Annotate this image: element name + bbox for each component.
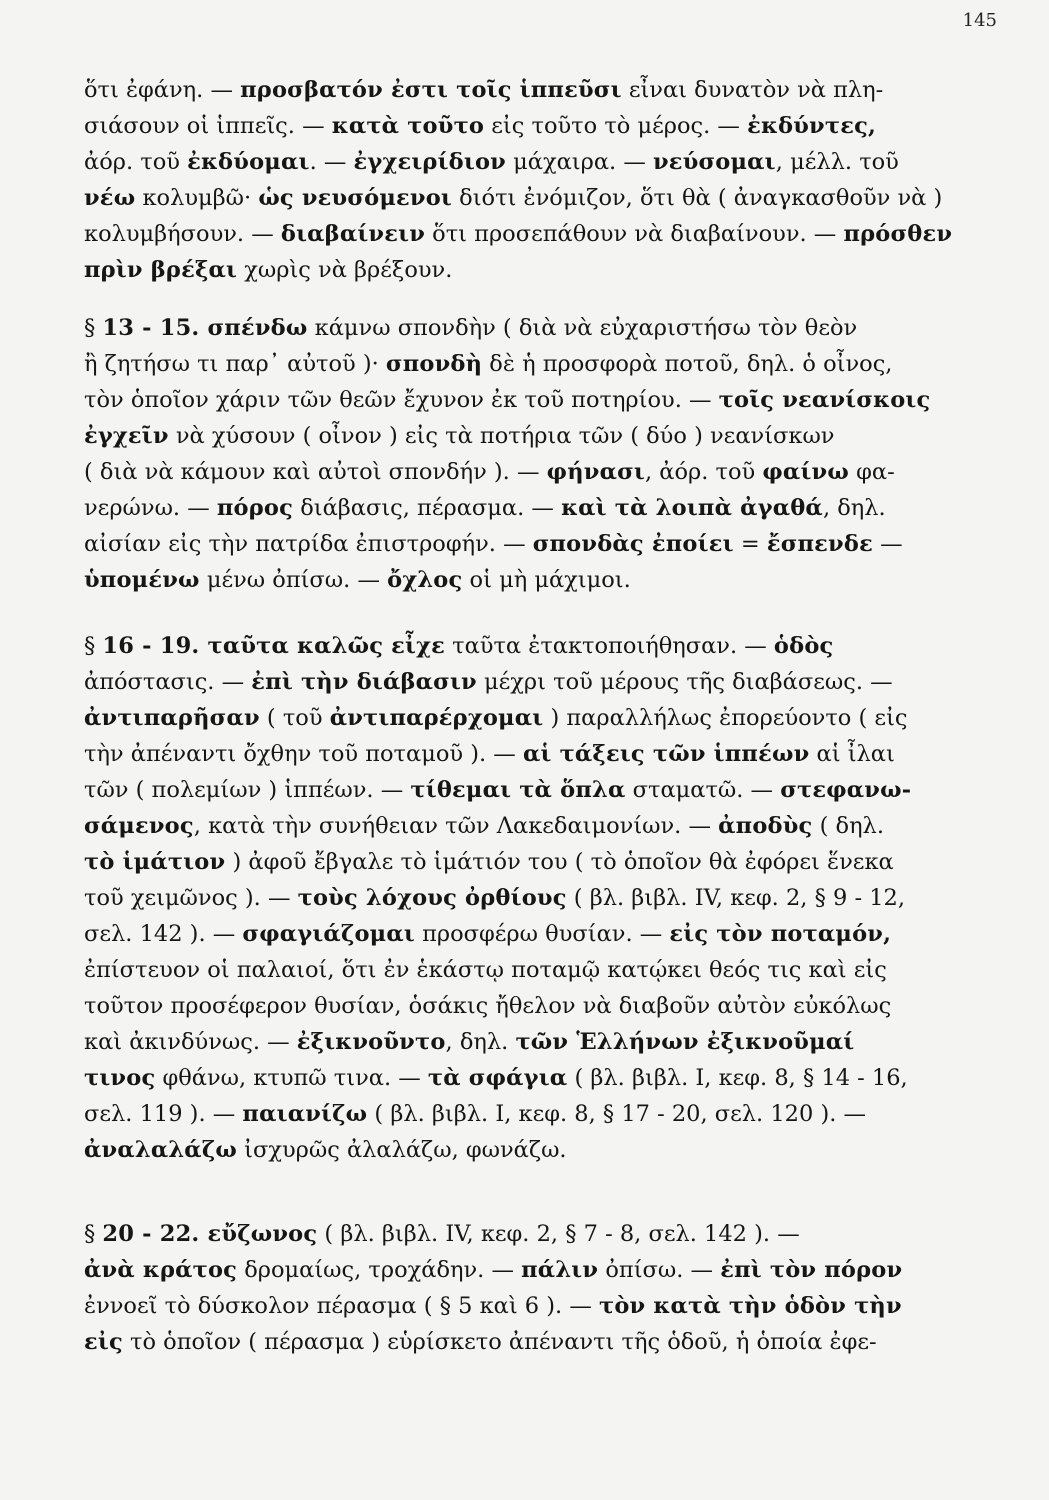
text-run: τοῦ χειμῶνος ). — bbox=[84, 885, 298, 911]
text-line bbox=[84, 418, 964, 454]
text-run: σταματῶ. — bbox=[625, 777, 781, 803]
text-run: ( διὰ νὰ κάμουν καὶ αὐτοὶ σπονδήν ). — bbox=[84, 459, 547, 485]
text-run: χωρὶς νὰ βρέξουν. bbox=[237, 257, 453, 283]
paragraph bbox=[84, 72, 964, 288]
text-run: σιάσουν οἱ ἱππεῖς. — bbox=[84, 113, 332, 139]
text-line bbox=[84, 808, 964, 844]
bold-term: ἔσπενδε bbox=[766, 531, 873, 557]
bold-term: σάμενος bbox=[84, 813, 194, 839]
text-line bbox=[84, 1216, 964, 1252]
bold-term: πόρος bbox=[216, 495, 294, 521]
text-run: , ἀόρ. τοῦ bbox=[644, 459, 763, 485]
text-run: ἰσχυρῶς ἀλαλάζω, φωνάζω. bbox=[236, 1137, 567, 1163]
text-line bbox=[84, 1324, 964, 1360]
text-run: ( βλ. βιβλ. I, κεφ. 8, § 14 - 16, bbox=[567, 1065, 908, 1091]
bold-term: στεφανω- bbox=[780, 777, 912, 803]
text-run: — bbox=[872, 531, 903, 557]
text-line bbox=[84, 490, 964, 526]
text-line bbox=[84, 252, 964, 288]
text-run: , δηλ. bbox=[445, 1029, 516, 1055]
bold-term: πάλιν bbox=[521, 1257, 599, 1283]
text-run: ἐννοεῖ τὸ δύσκολον πέρασμα ( § 5 καὶ 6 ). — bbox=[84, 1293, 600, 1319]
text-run: ταῦτα ἐτακτοποιήθησαν. — bbox=[445, 633, 774, 659]
text-run: ἢ ζητήσω τι παρ᾽ αὐτοῦ )· bbox=[84, 351, 386, 377]
text-line bbox=[84, 628, 964, 664]
text-run: εἶναι δυνατὸν νὰ πλη- bbox=[621, 77, 884, 103]
text-line bbox=[84, 526, 964, 562]
text-run: ἐπίστευον οἱ παλαιοί, ὅτι ἐν ἑκάστῳ ποταμῷ κατῴκει θεός τις καὶ εἰς bbox=[84, 957, 887, 983]
text-run: , μέλλ. τοῦ bbox=[775, 149, 899, 175]
page-number: 145 bbox=[962, 10, 997, 31]
page-body bbox=[84, 72, 964, 1360]
text-run: ( τοῦ bbox=[259, 705, 330, 731]
text-run: ) ἀφοῦ ἔβγαλε τὸ ἱμάτιόν του ( τὸ ὁποῖον θὰ ἐφόρει ἕνεκα bbox=[225, 849, 894, 875]
bold-term: ἀντιπαρῆσαν bbox=[84, 705, 260, 731]
text-line bbox=[84, 700, 964, 736]
bold-term: τὰ σφάγια bbox=[427, 1065, 568, 1091]
text-line bbox=[84, 1060, 964, 1096]
bold-term: νεύσομαι bbox=[653, 149, 776, 175]
text-run: τοῦτον προσέφερον θυσίαν, ὁσάκις ἤθελον νὰ διαβοῦν αὐτὸν εὐκόλως bbox=[84, 993, 892, 1019]
text-line bbox=[84, 664, 964, 700]
text-line bbox=[84, 1132, 964, 1168]
bold-term: κατὰ τοῦτο bbox=[331, 113, 485, 139]
text-run: τὸ ὁποῖον ( πέρασμα ) εὑρίσκετο ἀπέναντι τῆς ὁδοῦ, ἡ ὁποία ἐφε- bbox=[122, 1329, 877, 1355]
bold-term: ἀποδὺς bbox=[718, 813, 813, 839]
text-line bbox=[84, 952, 964, 988]
text-run: = bbox=[733, 531, 767, 557]
text-run: ἀπόστασις. — bbox=[84, 669, 252, 695]
bold-term: τινος bbox=[84, 1065, 156, 1091]
paragraph bbox=[84, 1216, 964, 1360]
text-run: κάμνω σπονδὴν ( διὰ νὰ εὐχαριστήσω τὸν θεὸν bbox=[307, 315, 858, 341]
bold-term: προσβατόν ἐστι τοῖς ἱππεῦσι bbox=[240, 77, 622, 103]
bold-term: ὡς νευσόμενοι bbox=[258, 185, 453, 211]
text-run: προσφέρω θυσίαν. — bbox=[414, 921, 670, 947]
bold-term: νέω bbox=[84, 185, 136, 211]
text-line bbox=[84, 144, 964, 180]
text-run: ) παραλλήλως ἐπορεύοντο ( εἰς bbox=[543, 705, 908, 731]
text-run: μάχαιρα. — bbox=[506, 149, 653, 175]
paragraph-gap bbox=[84, 598, 964, 628]
text-run: φθάνω, κτυπῶ τινα. — bbox=[155, 1065, 428, 1091]
text-run: σελ. 142 ). — bbox=[84, 921, 243, 947]
bold-term: τοὺς λόχους ὀρθίους bbox=[297, 885, 567, 911]
text-line bbox=[84, 736, 964, 772]
paragraph bbox=[84, 310, 964, 598]
text-run: . — bbox=[309, 149, 354, 175]
text-run: αἱ ἶλαι bbox=[809, 741, 895, 767]
text-run: κολυμβῶ· bbox=[135, 185, 259, 211]
paragraph-gap bbox=[84, 1168, 964, 1216]
bold-term: τῶν Ἑλλήνων ἐξικνοῦμαί bbox=[515, 1029, 855, 1055]
bold-term: 13 - 15. σπένδω bbox=[102, 315, 308, 341]
text-run: οἱ μὴ μάχιμοι. bbox=[462, 567, 631, 593]
bold-term: τὸ ἱμάτιον bbox=[84, 849, 226, 875]
bold-term: ὑπομένω bbox=[84, 567, 200, 593]
text-run: καὶ ἀκινδύνως. — bbox=[84, 1029, 297, 1055]
bold-term: ὁδὸς bbox=[773, 633, 834, 659]
bold-term: ἐκδύντες, bbox=[747, 113, 877, 139]
text-line bbox=[84, 310, 964, 346]
bold-term: τὸν κατὰ τὴν ὁδὸν τὴν bbox=[599, 1293, 902, 1319]
text-run: κολυμβήσουν. — bbox=[84, 221, 281, 247]
text-run: ( δηλ. bbox=[812, 813, 884, 839]
text-line bbox=[84, 1252, 964, 1288]
text-run: ὅτι προσεπάθουν νὰ διαβαίνουν. — bbox=[425, 221, 844, 247]
text-line bbox=[84, 346, 964, 382]
text-line bbox=[84, 772, 964, 808]
text-run: ( βλ. βιβλ. I, κεφ. 8, § 17 - 20, σελ. 120 ). — bbox=[367, 1101, 867, 1127]
bold-term: εἰς bbox=[84, 1329, 123, 1355]
text-run: μένω ὀπίσω. — bbox=[199, 567, 388, 593]
text-run: τὸν ὁποῖον χάριν τῶν θεῶν ἔχυνον ἐκ τοῦ ποτηρίου. — bbox=[84, 387, 719, 413]
bold-term: ὄχλος bbox=[387, 567, 463, 593]
text-run: ἀόρ. τοῦ bbox=[84, 149, 188, 175]
text-line bbox=[84, 108, 964, 144]
text-run: δρομαίως, τροχάδην. — bbox=[237, 1257, 522, 1283]
text-run: δὲ ἡ προσφορὰ ποτοῦ, δηλ. ὁ οἶνος, bbox=[482, 351, 893, 377]
bold-term: εἰς τὸν ποταμόν, bbox=[669, 921, 892, 947]
bold-term: ἐγχειρίδιον bbox=[353, 149, 506, 175]
text-run: διάβασις, πέρασμα. — bbox=[293, 495, 562, 521]
bold-term: τίθεμαι τὰ ὅπλα bbox=[410, 777, 626, 803]
bold-term: πρὶν βρέξαι bbox=[84, 257, 238, 283]
bold-term: σπονδὴ bbox=[385, 351, 483, 377]
bold-term: ἐγχεῖν bbox=[84, 423, 169, 449]
bold-term: 20 - 22. εὔζωνος bbox=[102, 1221, 318, 1247]
text-run: § bbox=[84, 633, 103, 659]
text-run: ( βλ. βιβλ. IV, κεφ. 2, § 9 - 12, bbox=[566, 885, 906, 911]
bold-term: φαίνω bbox=[762, 459, 849, 485]
text-run: φα- bbox=[848, 459, 895, 485]
bold-term: φήνασι bbox=[546, 459, 645, 485]
bold-term: ἐκδύομαι bbox=[187, 149, 310, 175]
text-line bbox=[84, 1024, 964, 1060]
text-run: τὴν ἀπέναντι ὄχθην τοῦ ποταμοῦ ). — bbox=[84, 741, 523, 767]
text-run: ( βλ. βιβλ. IV, κεφ. 2, § 7 - 8, σελ. 142 ). — bbox=[317, 1221, 800, 1247]
text-run: τῶν ( πολεμίων ) ἱππέων. — bbox=[84, 777, 411, 803]
text-run: σελ. 119 ). — bbox=[84, 1101, 243, 1127]
bold-term: καὶ τὰ λοιπὰ ἀγαθά bbox=[561, 495, 823, 521]
bold-term: παιανίζω bbox=[242, 1101, 368, 1127]
text-line bbox=[84, 216, 964, 252]
text-line bbox=[84, 454, 964, 490]
bold-term: αἱ τάξεις τῶν ἱππέων bbox=[522, 741, 810, 767]
text-run: § bbox=[84, 1221, 103, 1247]
text-run: αἰσίαν εἰς τὴν πατρίδα ἐπιστροφήν. — bbox=[84, 531, 533, 557]
bold-term: διαβαίνειν bbox=[280, 221, 426, 247]
text-line bbox=[84, 1096, 964, 1132]
text-run: ὅτι ἐφάνη. — bbox=[84, 77, 241, 103]
text-line bbox=[84, 562, 964, 598]
bold-term: ἐξικνοῦντο bbox=[296, 1029, 446, 1055]
bold-term: ἐπὶ τὸν πόρον bbox=[720, 1257, 903, 1283]
text-line bbox=[84, 880, 964, 916]
paragraph-gap bbox=[84, 288, 964, 310]
text-run: διότι ἐνόμιζον, ὅτι θὰ ( ἀναγκασθοῦν νὰ ) bbox=[452, 185, 943, 211]
bold-term: ἐπὶ τὴν διάβασιν bbox=[251, 669, 477, 695]
bold-term: τοῖς νεανίσκοις bbox=[718, 387, 931, 413]
text-line bbox=[84, 72, 964, 108]
bold-term: ἀναλαλάζω bbox=[84, 1137, 237, 1163]
text-run: εἰς τοῦτο τὸ μέρος. — bbox=[484, 113, 748, 139]
bold-term: ἀντιπαρέρχομαι bbox=[329, 705, 544, 731]
text-run: μέχρι τοῦ μέρους τῆς διαβάσεως. — bbox=[476, 669, 893, 695]
bold-term: 16 - 19. ταῦτα καλῶς εἶχε bbox=[102, 633, 446, 659]
paragraph bbox=[84, 628, 964, 1168]
text-line bbox=[84, 180, 964, 216]
bold-term: σφαγιάζομαι bbox=[242, 921, 415, 947]
text-run: ὀπίσω. — bbox=[598, 1257, 721, 1283]
text-line bbox=[84, 1288, 964, 1324]
text-line bbox=[84, 916, 964, 952]
text-line bbox=[84, 988, 964, 1024]
bold-term: ἀνὰ κράτος bbox=[84, 1257, 238, 1283]
text-run: , κατὰ τὴν συνήθειαν τῶν Λακεδαιμονίων. — bbox=[193, 813, 719, 839]
text-line bbox=[84, 844, 964, 880]
bold-term: πρόσθεν bbox=[843, 221, 953, 247]
text-run: , δηλ. bbox=[822, 495, 886, 521]
text-run: § bbox=[84, 315, 103, 341]
text-run: νὰ χύσουν ( οἶνον ) εἰς τὰ ποτήρια τῶν ( δύο ) νεανίσκων bbox=[168, 423, 835, 449]
text-run: νερώνω. — bbox=[84, 495, 217, 521]
text-line bbox=[84, 382, 964, 418]
bold-term: σπονδὰς ἐποίει bbox=[532, 531, 734, 557]
